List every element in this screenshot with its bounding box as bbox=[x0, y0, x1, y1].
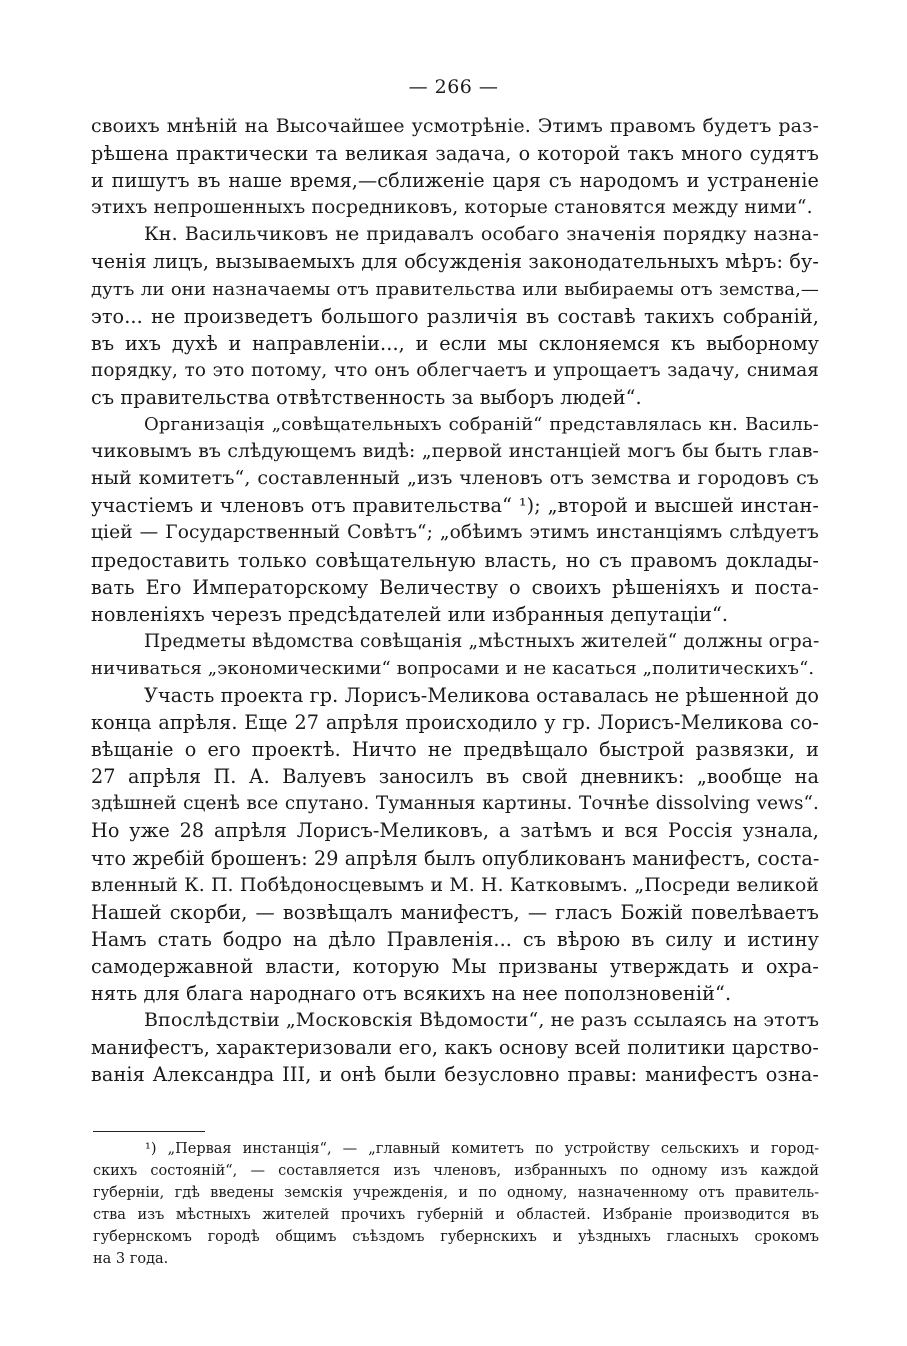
text-line: своихъ мнѣній на Высочайшее усмотрѣніе. Этимъ правомъ будетъ раз- bbox=[91, 115, 819, 137]
text-line: Впослѣдствіи „Московскія Вѣдомости“, не разъ ссылаясь на этотъ bbox=[144, 1009, 820, 1032]
text-line: ціей — Государственный Совѣтъ“; „обѣимъ этимъ инстанціямъ слѣдуетъ bbox=[91, 522, 819, 544]
text-line: участіемъ и членовъ отъ правительства“ ¹); „второй и высшей инстан- bbox=[91, 494, 819, 518]
text-line: чиковымъ въ слѣдующемъ видѣ: „первой инстанціей могъ бы быть глав- bbox=[91, 441, 819, 463]
footnote-line: губерніи, гдѣ введены земскія учрежденія, и по одному, назначенному отъ правитель- bbox=[93, 1185, 819, 1202]
text-line: вать Его Императорскому Величеству о своихъ рѣшеніяхъ и поста- bbox=[91, 575, 819, 599]
text-line: Кн. Васильчиковъ не придавалъ особаго значенія порядку назна- bbox=[144, 223, 819, 246]
main-text bbox=[91, 113, 819, 1088]
text-line: здѣшней сценѣ все спутано. Туманныя картины. Точнѣе dissolving vews“. bbox=[91, 793, 819, 815]
text-line: съ правительства отвѣтственность за выборъ людей“. bbox=[91, 385, 642, 409]
text-line: 27 апрѣля П. А. Валуевъ заносилъ въ свой дневникъ: „вообще на bbox=[91, 765, 819, 789]
text-line: Нашей скорби, — возвѣщалъ манифестъ, — гласъ Божій повелѣваетъ bbox=[91, 900, 819, 924]
text-line: ный комитетъ“, составленный „изъ членовъ отъ земства и городовъ съ bbox=[91, 467, 819, 490]
text-line: Намъ стать бодро на дѣло Правленія... съ вѣрою въ силу и истину bbox=[91, 927, 819, 951]
text-line: это... не произведетъ большого различія въ составѣ такихъ собраній, bbox=[91, 304, 819, 328]
text-line: Организація „совѣщательныхъ собраній“ представлялась кн. Василь- bbox=[144, 414, 819, 436]
text-line: самодержавной власти, которую Мы призваны утверждать и охра- bbox=[91, 954, 819, 978]
text-line: ванія Александра III, и онѣ были безусловно правы: манифестъ озна- bbox=[91, 1063, 819, 1087]
text-line: въ ихъ духѣ и направленіи..., и если мы склоняемся къ выборному bbox=[91, 331, 819, 355]
text-line: что жребій брошенъ: 29 апрѣля былъ опубликованъ манифестъ, соста- bbox=[91, 846, 820, 870]
text-line: ченія лицъ, вызываемыхъ для обсужденія законодательныхъ мѣръ: бу- bbox=[91, 250, 819, 274]
page-number: — 266 — bbox=[408, 76, 499, 98]
text-line: новленіяхъ черезъ предсѣдателей или избранныя депутаціи“. bbox=[91, 602, 729, 626]
text-line: ничиваться „экономическими“ вопросами и не касаться „политическихъ“. bbox=[91, 657, 815, 679]
footnote-line: ства изъ мѣстныхъ жителей прочихъ губерній и областей. Избраніе производится въ bbox=[93, 1207, 819, 1224]
text-line: нять для блага народнаго отъ всякихъ на нее поползновеній“. bbox=[91, 982, 732, 1005]
text-line: вленный К. П. Побѣдоносцевымъ и М. Н. Катковымъ. „Посреди великой bbox=[91, 874, 819, 896]
text-line: Но уже 28 апрѣля Лорисъ-Меликовъ, а затѣмъ и вся Россія узнала, bbox=[91, 819, 819, 843]
text-line: предоставить только совѣщательную власть, но съ правомъ доклады- bbox=[91, 548, 819, 572]
text-line: дутъ ли они назначаемы отъ правительства или выбираемы отъ земства,— bbox=[91, 278, 819, 300]
text-line: Предметы вѣдомства совѣщанія „мѣстныхъ жителей“ должны огра- bbox=[144, 630, 820, 652]
text-line: вѣщаніе о его проектѣ. Ничто не предвѣщало быстрой развязки, и bbox=[91, 738, 819, 762]
footnote-separator bbox=[93, 1131, 205, 1132]
text-line: манифестъ, характеризовали его, какъ основу всей политики царство- bbox=[91, 1036, 819, 1060]
footnotes bbox=[93, 1138, 819, 1271]
footnote-line: скихъ состояній“, — составляется изъ членовъ, избранныхъ по одному изъ каждой bbox=[93, 1163, 819, 1180]
text-line: порядку, то это потому, что онъ облегчаетъ и упрощаетъ задачу, снимая bbox=[91, 359, 819, 381]
footnote-line: ¹) „Первая инстанція“, — „главный комитетъ по устройству сельскихъ и город- bbox=[145, 1141, 819, 1157]
text-line: этихъ непрошенныхъ посредниковъ, которые становятся между ними“. bbox=[91, 197, 813, 219]
text-line: рѣшена практически та великая задача, о которой такъ много судятъ bbox=[91, 142, 819, 166]
text-line: Участь проекта гр. Лорисъ-Меликова оставалась не рѣшенной до bbox=[144, 683, 819, 707]
footnote-line: губернскомъ городѣ общимъ съѣздомъ губернскихъ и уѣздныхъ гласныхъ срокомъ bbox=[93, 1229, 819, 1246]
text-line: конца апрѣля. Еще 27 апрѣля происходило у гр. Лорисъ-Меликова со- bbox=[91, 711, 819, 735]
text-line: и пишутъ въ наше время,—сближеніе царя съ народомъ и устраненіе bbox=[91, 169, 819, 193]
footnote-line: на 3 года. bbox=[93, 1251, 169, 1268]
